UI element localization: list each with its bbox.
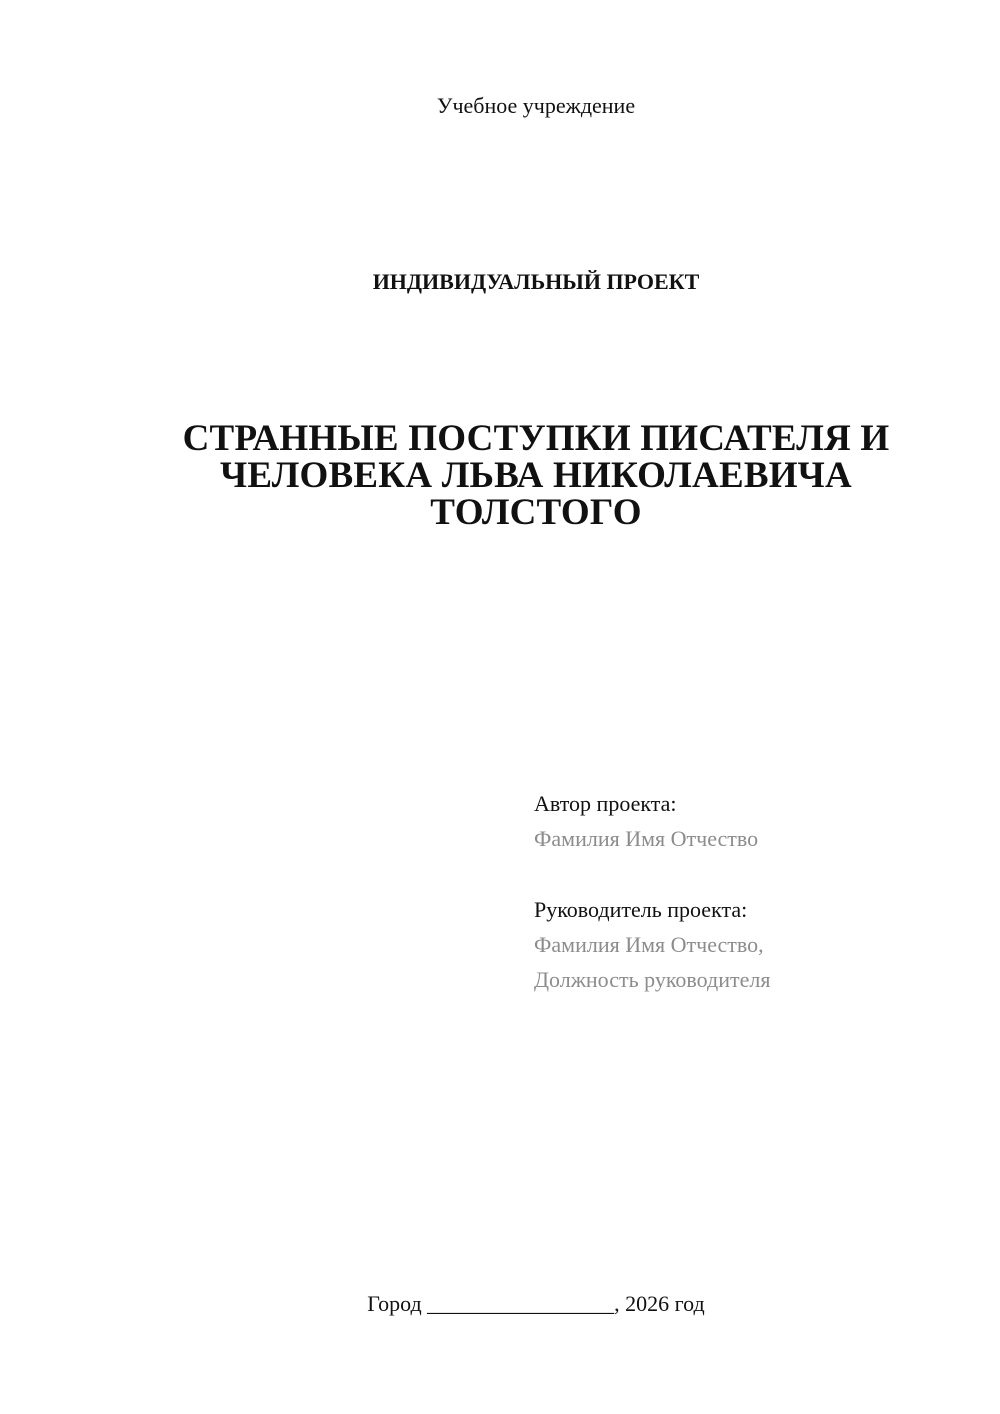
project-title-line: ТОЛСТОГО bbox=[430, 492, 642, 533]
institution-name: Учебное учреждение bbox=[436, 93, 636, 118]
city-year-line: Город _________________, 2026 год bbox=[367, 1291, 705, 1316]
supervisor-name: Фамилия Имя Отчество, bbox=[534, 932, 764, 957]
project-title-line: СТРАННЫЕ ПОСТУПКИ ПИСАТЕЛЯ И bbox=[182, 418, 890, 459]
project-title bbox=[150, 420, 922, 531]
author-label: Автор проекта: bbox=[534, 791, 677, 816]
supervisor-label: Руководитель проекта: bbox=[534, 897, 748, 922]
project-title-line: ЧЕЛОВЕКА ЛЬВА НИКОЛАЕВИЧА bbox=[220, 455, 852, 496]
author-block bbox=[534, 786, 758, 856]
supervisor-block bbox=[534, 892, 770, 997]
author-name: Фамилия Имя Отчество bbox=[534, 826, 759, 851]
document-type-heading: ИНДИВИДУАЛЬНЫЙ ПРОЕКТ bbox=[372, 269, 700, 294]
supervisor-position: Должность руководителя bbox=[534, 967, 771, 992]
